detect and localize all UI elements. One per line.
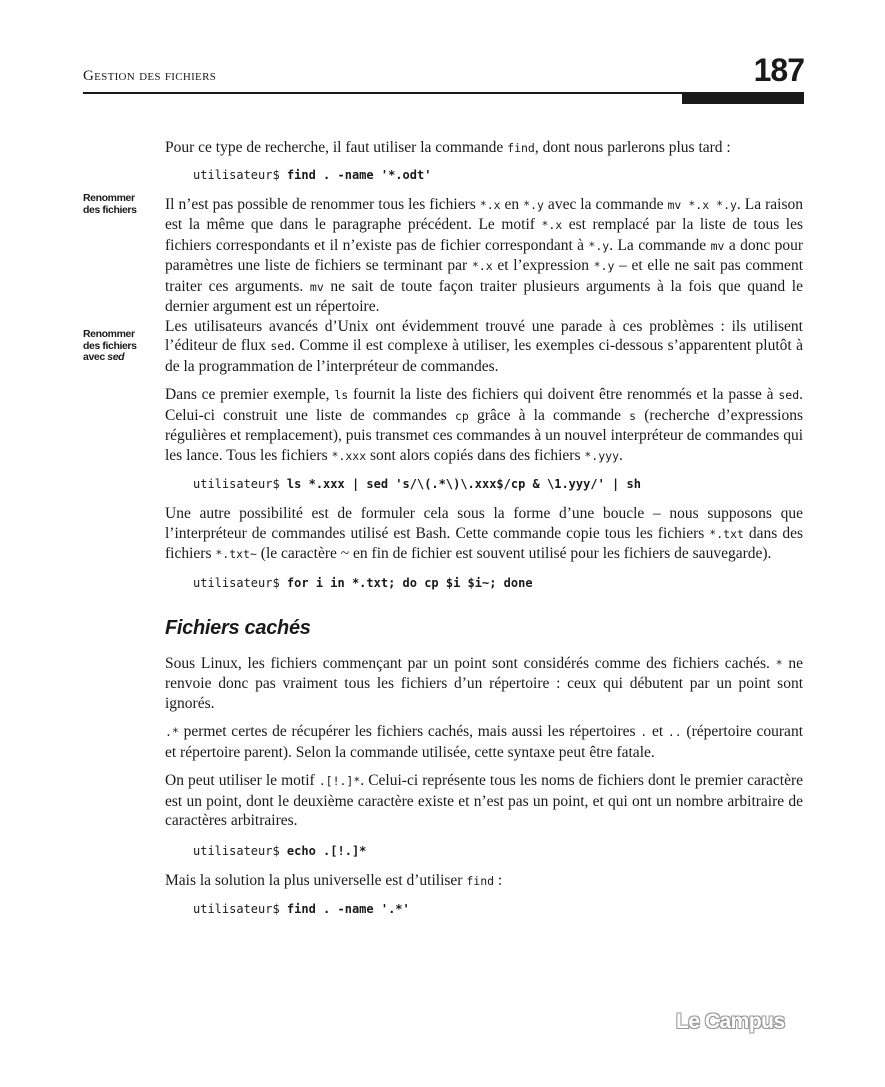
- prompt: utilisateur$: [193, 902, 287, 916]
- text: et: [647, 723, 668, 740]
- text: sont alors copiés dans des fichiers: [366, 446, 585, 464]
- inline-code: *: [775, 656, 783, 671]
- text: en: [500, 195, 524, 213]
- command-sed-rename: [193, 476, 803, 492]
- text: est remplacé par la liste de tous les fichiers correspondants et il n’existe pas de fichier correspondant à: [165, 216, 803, 254]
- text: grâce à la commande: [468, 406, 630, 424]
- text: Dans ce premier exemple,: [165, 386, 335, 403]
- text: . Celui-ci représente tous les noms de fichiers dont le premier caractère est un point, dont le deuxième caractère existe et n’est pas un point, et qui ont un nombre arbitraire de caractères arbitraires.: [165, 772, 803, 829]
- text: :: [494, 871, 503, 889]
- text: fournit la liste des fichiers qui doivent être renommés et la passe à: [348, 386, 779, 403]
- inline-code: mv *.x *.y: [667, 197, 737, 212]
- command-text: echo .[!.]*: [286, 843, 367, 858]
- text: Pour ce type de recherche, il faut utiliser la commande: [165, 139, 508, 156]
- inline-code: *.yyy: [584, 448, 619, 463]
- command-text: find . -name '.*': [286, 902, 410, 916]
- inline-code: sed: [778, 388, 800, 402]
- command-find-odt: [193, 167, 803, 183]
- text: Sous Linux, les fichiers commençant par un point sont considérés comme des fichiers cachés.: [165, 654, 776, 672]
- margin-note-rename: [83, 193, 147, 216]
- inline-code: *.txt: [709, 526, 744, 541]
- command-find-hidden: [193, 901, 803, 917]
- text: dans des fichiers: [165, 524, 804, 562]
- text: et l’expression: [492, 257, 594, 274]
- text: Mais la solution la plus universelle est d’utiliser: [165, 871, 467, 889]
- inline-code: cp: [454, 408, 469, 423]
- page-number: 187: [753, 52, 804, 88]
- text: . La commande: [609, 236, 711, 254]
- command-text: ls *.xxx | sed 's/\(.*\)\.xxx$/cp & \1.yyy/' | sh: [286, 477, 641, 491]
- inline-code: *.x: [541, 218, 563, 232]
- prompt: utilisateur$: [193, 167, 287, 182]
- text: (recherche d’expressions régulières et remplacement), puis transmet ces commandes à un nouvel interpréteur de commandes qui les lance. Tous les fichiers: [165, 406, 804, 464]
- inline-code: ls: [334, 388, 349, 402]
- inline-code: *.x: [479, 197, 501, 212]
- header-bar: [682, 94, 804, 104]
- command-text: find . -name '*.odt': [286, 167, 432, 182]
- inline-code: ..: [667, 725, 682, 739]
- paragraph-find-intro: [165, 138, 803, 159]
- paragraph-sed-example: [165, 385, 803, 466]
- inline-code: mv: [309, 279, 324, 294]
- command-text: for i in *.txt; do cp $i $i~; done: [286, 575, 533, 590]
- prompt: utilisateur$: [193, 477, 287, 491]
- text: ne sait de toute façon traiter plusieurs arguments à la fois que quand le dernier argument est un répertoire.: [165, 277, 803, 315]
- text: .: [619, 446, 623, 464]
- inline-code: .*: [165, 725, 179, 739]
- text: On peut utiliser le motif: [165, 772, 319, 789]
- inline-code: .[!.]*: [318, 774, 361, 788]
- text: avec la commande: [543, 195, 668, 213]
- text: . Celui-ci construit une liste de commandes: [165, 386, 803, 424]
- text: Il n’est pas possible de renommer tous les fichiers: [165, 195, 480, 213]
- inline-code: *.xxx: [331, 448, 367, 463]
- prompt: utilisateur$: [193, 575, 287, 590]
- prompt: utilisateur$: [193, 843, 287, 858]
- text: (le caractère ~ en fin de fichier est souvent utilisé pour les fichiers de sauvegarde).: [256, 545, 772, 562]
- text: permet certes de récupérer les fichiers cachés, mais aussi les répertoires: [178, 723, 641, 740]
- paragraph-loop: [165, 504, 803, 565]
- inline-code: s: [629, 408, 637, 423]
- text: . La raison est la même que dans le paragraphe précédent. Le motif: [165, 195, 803, 233]
- main-content: [165, 138, 803, 929]
- inline-code: *.x: [471, 259, 493, 273]
- margin-note-rename-text: Renommer des fichiers: [83, 192, 137, 216]
- publisher-logo: Le Campus: [676, 1010, 785, 1033]
- inline-code: *.y: [588, 238, 610, 253]
- text: Les utilisateurs avancés d’Unix ont évidemment trouvé une parade à ces problèmes : ils utilisent l’éditeur de flux: [165, 317, 803, 354]
- paragraph-dot-star: [165, 722, 803, 762]
- section-heading: Fichiers cachés: [165, 616, 311, 639]
- inline-code: mv: [710, 238, 725, 253]
- margin-note-sed-tool: sed: [107, 351, 125, 363]
- text: . Comme il est complexe à utiliser, les exemples ci-dessous s’apparentent plutôt à de la programmation de l’interpréteur de commandes.: [165, 337, 803, 375]
- command-echo: [193, 843, 803, 859]
- inline-code: find: [507, 141, 535, 155]
- paragraph-hidden-files: [165, 654, 803, 714]
- text: , dont nous parlerons plus tard :: [534, 139, 731, 156]
- paragraph-find-universal: [165, 871, 803, 892]
- paragraph-rename: [165, 195, 803, 317]
- text: Une autre possibilité est de formuler cela sous la forme d’une boucle – nous supposons que l’interpréteur de commandes utilisé est Bash. Cette commande copie tous les fichiers: [165, 505, 803, 542]
- text: ne renvoie donc pas vraiment tous les fichiers d’un répertoire : ceux qui débutent par un point sont ignorés.: [165, 654, 803, 712]
- text: – et elle ne sait pas comment traiter ces arguments.: [165, 257, 803, 295]
- command-for-loop: [193, 575, 803, 591]
- running-header-title: Gestion des fichiers: [83, 68, 217, 84]
- inline-code: *.y: [523, 197, 544, 212]
- margin-note-rename-sed-text: Renommer des fichiers avec: [83, 328, 137, 363]
- inline-code: *.txt~: [215, 547, 257, 561]
- inline-code: find: [466, 873, 495, 888]
- inline-code: .: [640, 725, 648, 739]
- paragraph-sed-intro: [165, 317, 803, 377]
- paragraph-pattern: [165, 771, 803, 831]
- inline-code: *.y: [593, 259, 615, 273]
- text: a donc pour paramètres une liste de fichiers se terminant par: [165, 236, 804, 274]
- margin-note-rename-sed: [83, 329, 147, 364]
- inline-code: sed: [270, 339, 292, 353]
- text: (répertoire courant et répertoire parent). Selon la commande utilisée, cette syntaxe peut être fatale.: [165, 723, 803, 761]
